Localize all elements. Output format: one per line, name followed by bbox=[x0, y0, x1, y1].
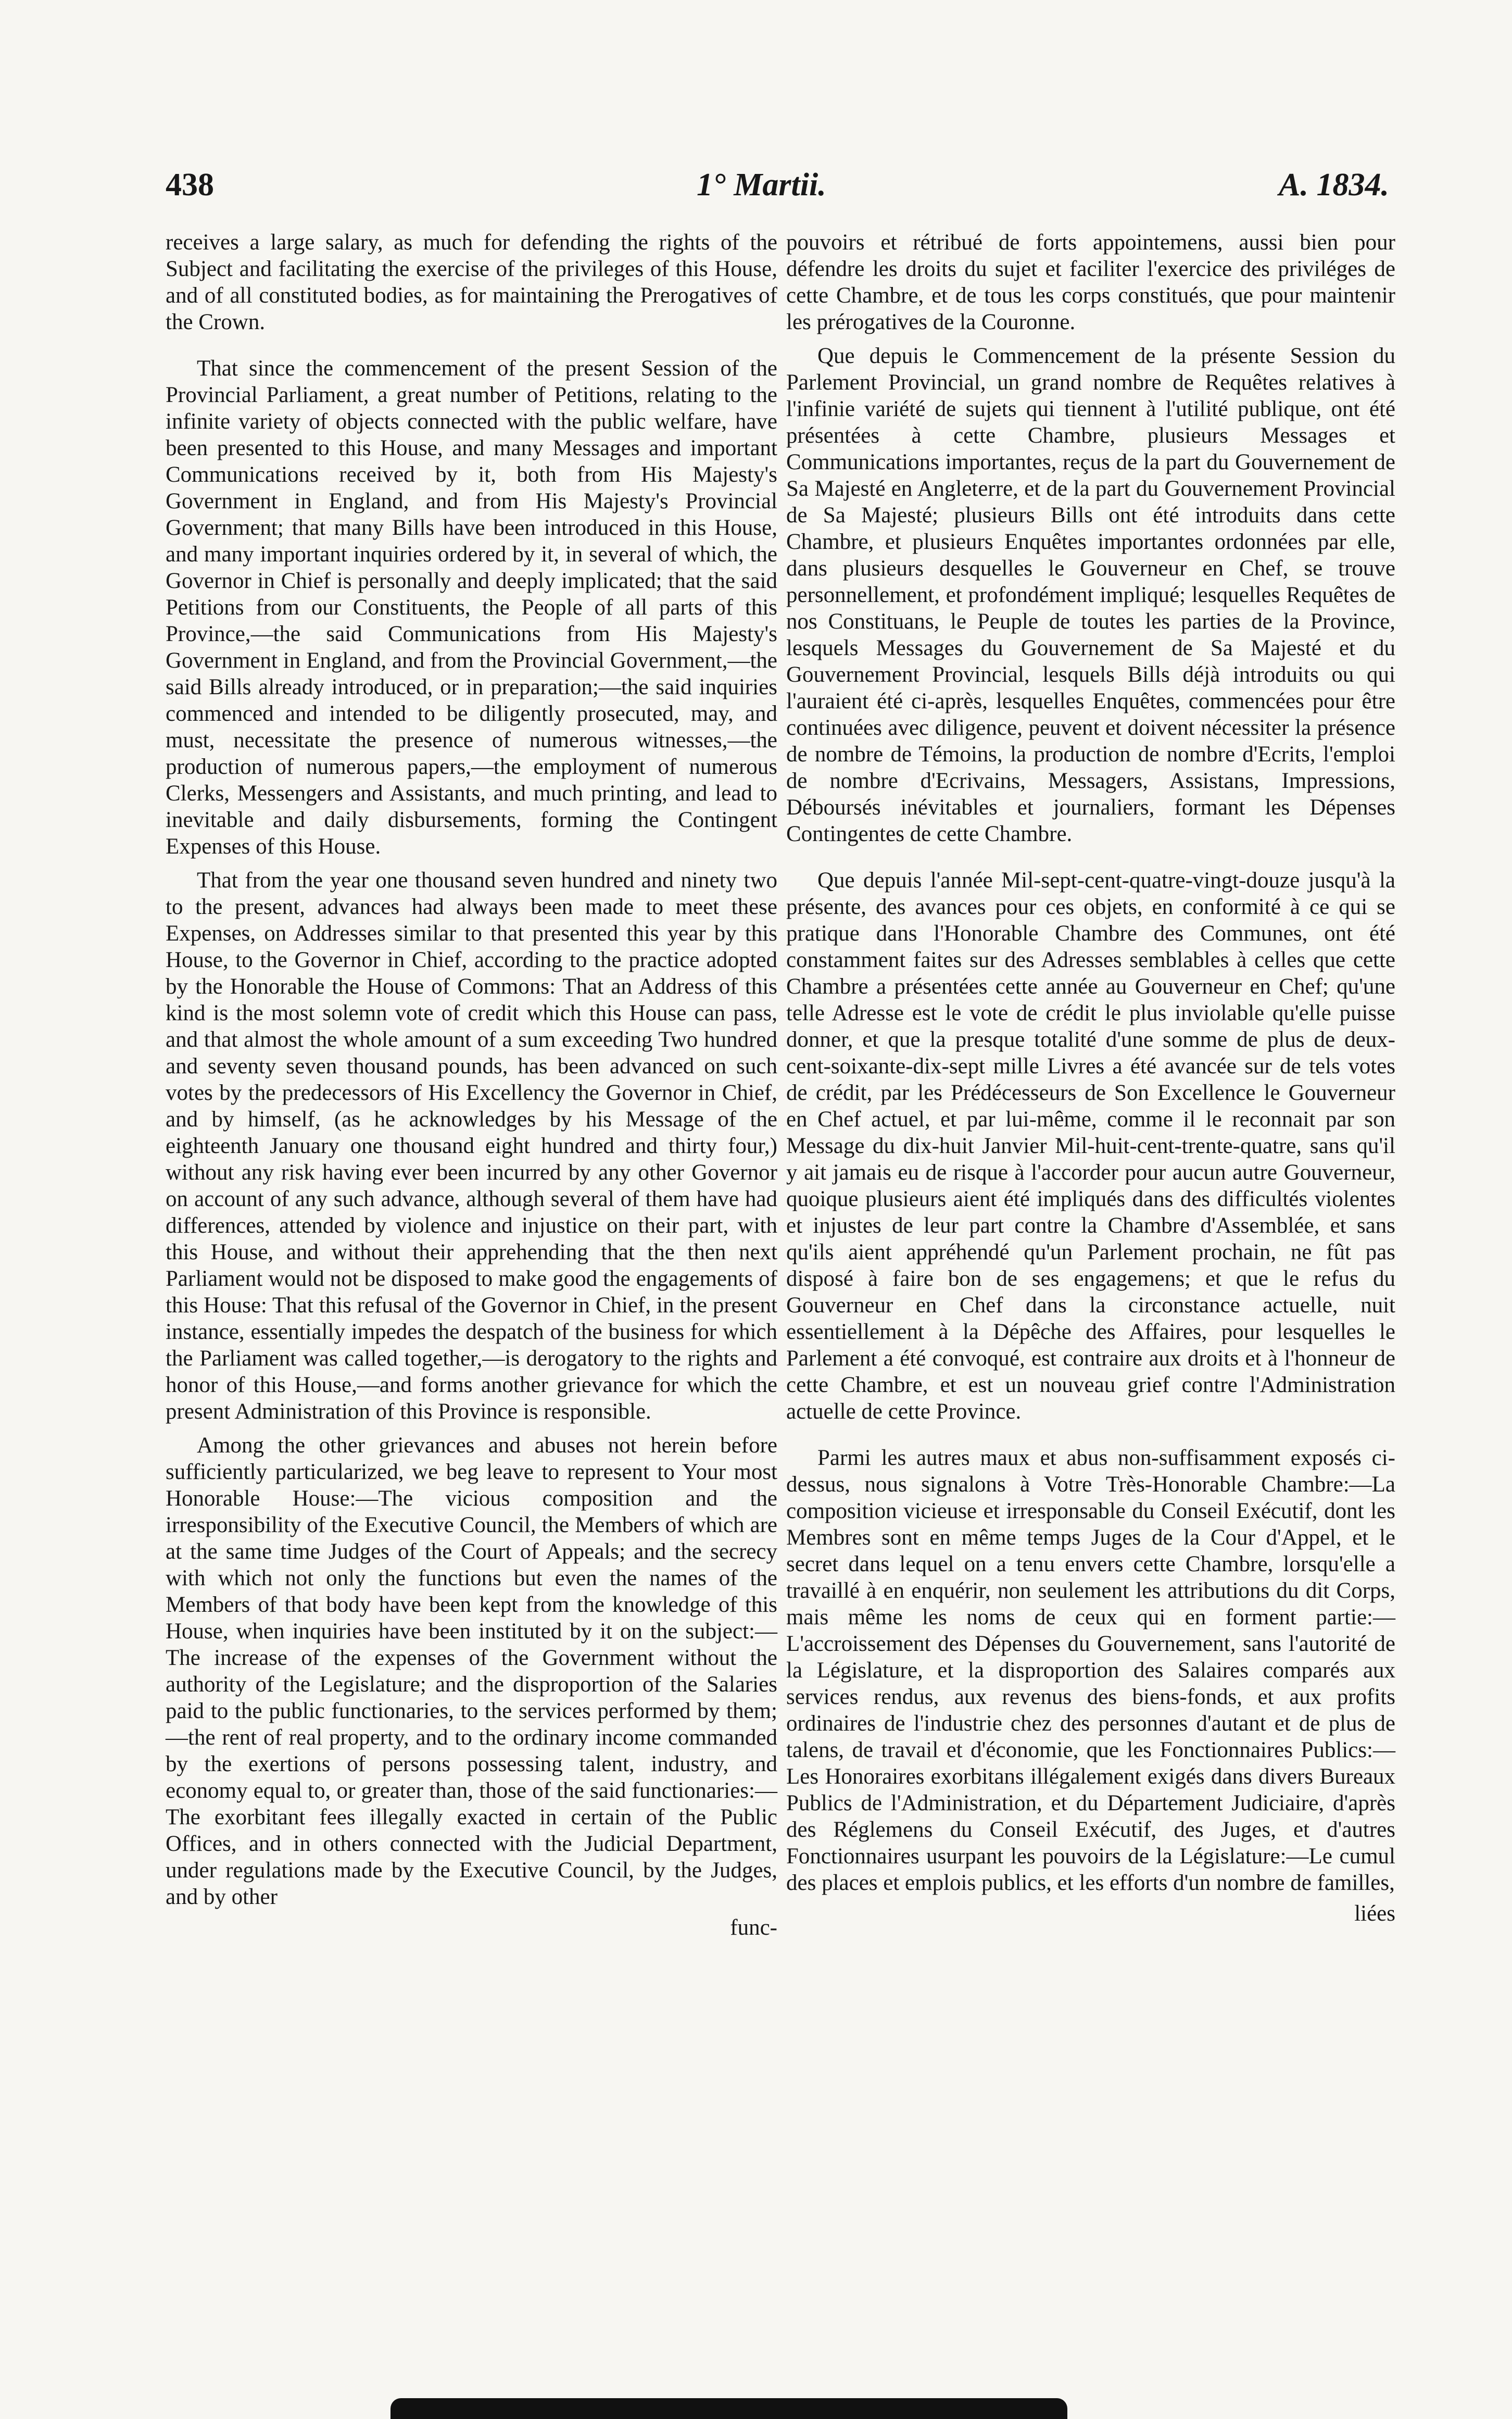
english-paragraph-1: receives a large salary, as much for defending the rights of the Subject and facilitating the exercise of the privileges of this House, and of all constituted bodies, as for maintaining the Prerogatives of the Crown. bbox=[166, 230, 777, 334]
english-paragraph-4: Among the other grievances and abuses not herein before sufficiently particularized, we beg leave to represent to Your most Honorable House:—The vicious composition and the irresponsibility of the Executive Council, the Members of which are at the same time Judges of the Court of Appeals; and the secrecy with which not only the functions but even the names of the Members of that body have been kept from the knowledge of this House, when inquiries have been instituted by it on the subject:—The increase of the expenses of the Government without the authority of the Legislature; and the disproportion of the Salaries paid to the public functionaries, to the services performed by them;—the rent of real property, and to the ordinary income commanded by the exertions of persons possessing talent, industry, and economy equal to, or greater than, those of the said functionaries:—The exorbitant fees illegally exacted in certain of the Public Offices, and in others connected with the Judicial Department, under regulations made by the Executive Council, by the Judges, and by other bbox=[166, 1433, 777, 1909]
english-paragraph-3: That from the year one thousand seven hundred and ninety two to the present, advances had always been made to meet these Expenses, on Addresses similar to that presented this year by this House, to the Governor in Chief, according to the practice adopted by the Honorable the House of Commons: That an Address of this kind is the most solemn vote of credit which this House can pass, and that almost the whole amount of a sum exceeding Two hundred and seventy seven thousand pounds, has been advanced on such votes by the predecessors of His Excellency the Governor in Chief, and by himself, (as he acknowledges by his Message of the eighteenth January one thousand eight hundred and thirty four,) without any risk having ever been incurred by any other Governor on account of any such advance, although several of them have had differences, attended by violence and injustice on their part, with this House, and without their apprehending that the then next Parliament would not be disposed to make good the engagements of this House: That this refusal of the Governor in Chief, in the present instance, essentially impedes the despatch of the business for which the Parliament was called together,—is derogatory to the rights and honor of this House,—and forms another grievance for which the present Administration of this Province is responsible. bbox=[166, 868, 777, 1424]
page-number: 438 bbox=[166, 167, 214, 203]
english-column bbox=[166, 229, 777, 1941]
header-date: 1° Martii. bbox=[697, 167, 826, 203]
french-paragraph-2: Que depuis le Commencement de la présente Session du Parlement Provincial, un grand nombre de Requêtes relatives à l'infinie variété de sujets qui tiennent à l'utilité publique, ont été présentées à cette Chambre, plusieurs Messages et Communications importantes, reçus de la part du Gouvernement de Sa Majesté en Angleterre, et de la part du Gouvernement Provincial de Sa Majesté; plusieurs Bills ont été introduits dans cette Chambre, et plusieurs Enquêtes importantes ordonnées par elle, dans plusieurs desquelles le Gouverneur en Chef, se trouve personnellement, et profondément impliqué; lesquelles Requêtes de nos Constituans, le Peuple de toutes les parties de la Province, lesquels Messages du Gouvernement de Sa Majesté et du Gouvernement Provincial, lesquels Bills déjà introduits ou qui l'auraient été ci-après, lesquelles Enquêtes, commencées pour être continuées avec diligence, peuvent et doivent nécessiter la présence de nombre de Témoins, la production de nombre d'Ecrits, l'emploi de nombre d'Ecrivains, Messagers, Assistans, Impressions, Déboursés inévitables et journaliers, formant les Dépenses Contingentes de cette Chambre. bbox=[786, 344, 1395, 846]
french-column bbox=[786, 229, 1395, 1927]
french-paragraph-4: Parmi les autres maux et abus non-suffisamment exposés ci-dessus, nous signalons à Votre Très-Honorable Chambre:—La composition vicieuse et irresponsable du Conseil Exécutif, dont les Membres sont en même temps Juges de la Cour d'Appel, et le secret dans lequel on a tenu envers cette Chambre, lorsqu'elle a travaillé à en enquérir, non seulement les attributions du dit Corps, mais même les noms de ceux qui en forment partie:—L'accroissement des Dépenses du Gouvernement, sans l'autorité de la Législature, et la disproportion des Salaires comparés aux services rendus, aux revenus des biens-fonds, et aux profits ordinaires de l'industrie chez des personnes d'autant et de plus de talens, de travail et d'économie, que les Fonctionnaires Publics:—Les Honoraires exorbitans illégalement exigés dans divers Bureaux Publics de l'Administration, et du Département Judiciaire, d'après des Réglemens du Conseil Exécutif, des Juges, et d'autres Fonctionnaires usurpant les pouvoirs de la Législature:—Le cumul des places et emplois publics, et les efforts d'un nombre de familles, bbox=[786, 1446, 1395, 1895]
french-catchword: liées bbox=[1354, 1901, 1395, 1926]
french-paragraph-3: Que depuis l'année Mil-sept-cent-quatre-vingt-douze jusqu'à la présente, des avances pour ces objets, en conformité à ce qui se pratique dans l'Honorable Chambre des Communes, ont été constamment faites sur des Adresses semblables à celles que cette Chambre a présentées cette année au Gouverneur en Chef; qu'une telle Adresse est le vote de crédit le plus inviolable qu'elle puisse donner, et que la presque totalité d'une somme de plus de deux-cent-soixante-dix-sept mille Livres a été avancée sur de tels votes de crédit, par les Prédécesseurs de Son Excellence le Gouverneur en Chef actuel, et par lui-même, comme il le reconnait par son Message du dix-huit Janvier Mil-huit-cent-trente-quatre, sans qu'il y ait jamais eu de risque à l'accorder pour aucun autre Gouverneur, quoique plusieurs aient été impliqués dans des difficultés violentes et injustes de leur part contre la Chambre d'Assemblée, et sans qu'ils aient appréhendé qu'un Parlement prochain, ne fût pas disposé à faire bon de ses engagemens; et que le refus du Gouverneur en Chef dans la circonstance actuelle, nuit essentiellement à la Dépêche des Affaires, pour lesquelles le Parlement a été convoqué, est contraire aux droits et à l'honneur de cette Chambre, et est un nouveau grief contre l'Administration actuelle de cette Province. bbox=[786, 868, 1395, 1424]
english-catchword: func- bbox=[730, 1915, 777, 1940]
running-header bbox=[166, 167, 1389, 208]
english-paragraph-2: That since the commencement of the present Session of the Provincial Parliament, a great number of Petitions, relating to the infinite variety of objects connected with the public welfare, have been presented to this House, and many Messages and important Communications received by it, both from His Majesty's Government in England, and from His Majesty's Provincial Government; that many Bills have been introduced in this House, and many important inquiries ordered by it, in several of which, the Governor in Chief is personally and deeply implicated; that the said Petitions from our Constituents, the People of all parts of this Province,—the said Communications from His Majesty's Government in England, and from the Provincial Government,—the said Bills already introduced, or in preparation;—the said inquiries commenced and intended to be diligently prosecuted, may, and must, necessitate the presence of numerous witnesses,—the production of numerous papers,—the employment of numerous Clerks, Messengers and Assistants, and much printing, and lead to inevitable and daily disbursements, forming the Contingent Expenses of this House. bbox=[166, 356, 777, 859]
header-year: A. 1834. bbox=[1279, 167, 1389, 203]
french-paragraph-1: pouvoirs et rétribué de forts appointemens, aussi bien pour défendre les droits du sujet et faciliter l'exercice des priviléges de cette Chambre, et de tous les corps constitués, que pour maintenir les prérogatives de la Couronne. bbox=[786, 230, 1395, 334]
ink-smudge bbox=[390, 2398, 1067, 2419]
